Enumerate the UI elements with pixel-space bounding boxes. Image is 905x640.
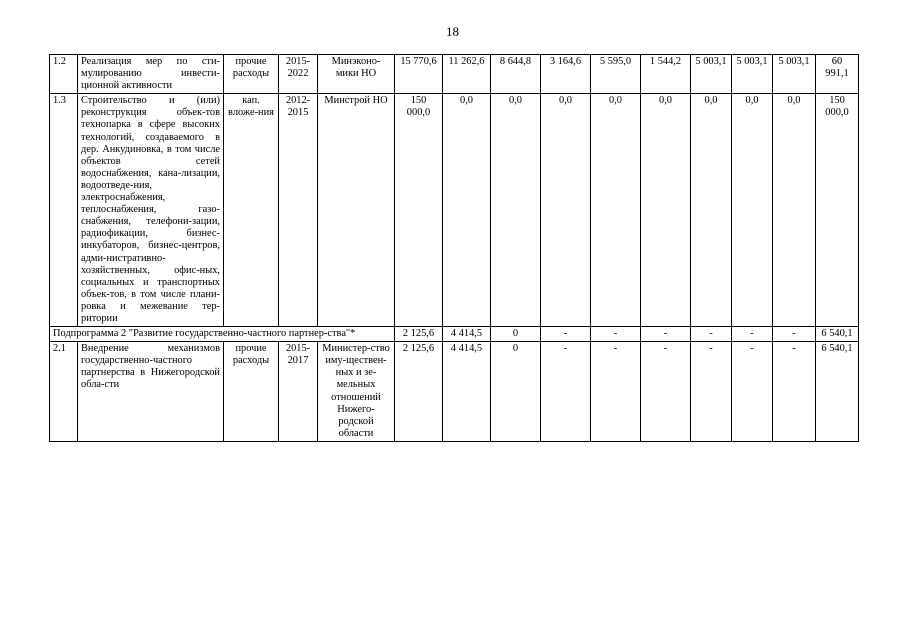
value-cell: - (691, 327, 732, 342)
total-cell: 60 991,1 (816, 55, 859, 94)
expense-type: кап. вложе-ния (224, 94, 279, 327)
value-cell: 5 003,1 (691, 55, 732, 94)
total-cell: 150 000,0 (816, 94, 859, 327)
value-cell: 0,0 (541, 94, 591, 327)
value-cell: - (773, 342, 816, 442)
value-cell: 2 125,6 (395, 342, 443, 442)
measure-description: Внедрение механизмов государственно-частного партнерства в Нижегородской обла-сти (78, 342, 224, 442)
value-cell: - (641, 327, 691, 342)
value-cell: 4 414,5 (443, 342, 491, 442)
value-cell: 0 (491, 342, 541, 442)
value-cell: 0,0 (591, 94, 641, 327)
period: 2012-2015 (279, 94, 318, 327)
table-row (50, 94, 859, 327)
value-cell: 11 262,6 (443, 55, 491, 94)
row-number: 1.2 (50, 55, 78, 94)
value-cell: - (591, 327, 641, 342)
table-row (50, 55, 859, 94)
value-cell: 0,0 (641, 94, 691, 327)
value-cell: 0,0 (443, 94, 491, 327)
value-cell: 3 164,6 (541, 55, 591, 94)
value-cell: 5 003,1 (773, 55, 816, 94)
measure-description: Реализация мер по сти-мулированию инвести-ционной активности (78, 55, 224, 94)
total-cell: 6 540,1 (816, 327, 859, 342)
expense-type: прочие расходы (224, 55, 279, 94)
budget-table (49, 54, 859, 442)
value-cell: 150 000,0 (395, 94, 443, 327)
period: 2015-2022 (279, 55, 318, 94)
value-cell: 5 595,0 (591, 55, 641, 94)
executor: Минстрой НО (318, 94, 395, 327)
subprogram-title: Подпрограмма 2 "Развитие государственно-частного партнер-ства"* (50, 327, 395, 342)
value-cell: 2 125,6 (395, 327, 443, 342)
executor: Министер-ство иму-ществен-ных и зе-мельных отношений Нижего-родской области (318, 342, 395, 442)
value-cell: 0,0 (773, 94, 816, 327)
value-cell: - (541, 342, 591, 442)
row-number: 1.3 (50, 94, 78, 327)
value-cell: 0,0 (691, 94, 732, 327)
value-cell: - (691, 342, 732, 442)
measure-description: Строительство и (или) реконструкция объек-тов технопарка в сфере высоких технологий, создаваемого в дер. Анкудиновка, в том числе объектов сетей водоснабжения, кана-лизации, водоотведе-ния, электроснабжения, теплоснабжения, газо-снабжения, телефони-зации, радиофикации, бизнес-инкубаторов, бизнес-центров, адми-нистративно-хозяйственных, офис-ных, социальных и транспортных объек-тов, в том числе плани-ровка и межевание тер-ритории (78, 94, 224, 327)
value-cell: - (732, 327, 773, 342)
value-cell: 4 414,5 (443, 327, 491, 342)
value-cell: 1 544,2 (641, 55, 691, 94)
value-cell: 8 644,8 (491, 55, 541, 94)
value-cell: - (732, 342, 773, 442)
value-cell: - (773, 327, 816, 342)
executor: Минэконо-мики НО (318, 55, 395, 94)
row-number: 2.1 (50, 342, 78, 442)
value-cell: 0,0 (491, 94, 541, 327)
value-cell: 15 770,6 (395, 55, 443, 94)
period: 2015-2017 (279, 342, 318, 442)
page-number: 18 (446, 24, 459, 39)
value-cell: - (641, 342, 691, 442)
total-cell: 6 540,1 (816, 342, 859, 442)
expense-type: прочие расходы (224, 342, 279, 442)
value-cell: 5 003,1 (732, 55, 773, 94)
value-cell: - (541, 327, 591, 342)
subprogram-row (50, 327, 859, 342)
value-cell: 0,0 (732, 94, 773, 327)
table-row (50, 342, 859, 442)
value-cell: - (591, 342, 641, 442)
value-cell: 0 (491, 327, 541, 342)
